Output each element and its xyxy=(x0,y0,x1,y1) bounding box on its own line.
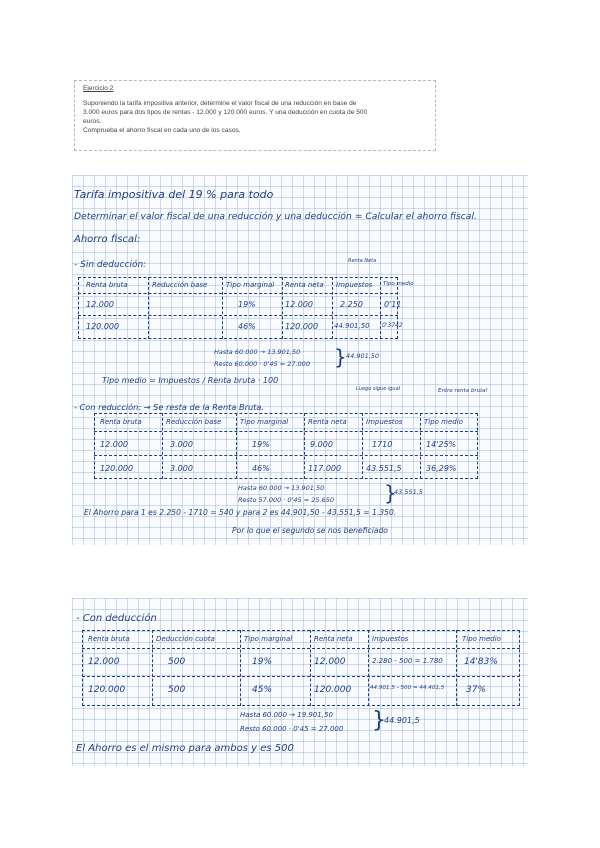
conclusion-line: Por lo que el segundo se nos beneficiado xyxy=(232,526,388,535)
calc-total: 43.551,5 xyxy=(394,488,423,496)
calc-line: Resto 60.000 · 0'45 = 27.000 xyxy=(240,725,344,733)
brace-icon: } xyxy=(384,481,397,505)
table-divider xyxy=(362,413,363,479)
notes-ahorro-fiscal: Ahorro fiscal: xyxy=(74,234,141,245)
table-header: Impuestos xyxy=(366,418,403,426)
table-cell: 19% xyxy=(252,440,270,449)
table-cell: 46% xyxy=(252,464,270,473)
table-header: Renta bruta xyxy=(100,418,142,426)
table-cell: 500 xyxy=(168,657,186,667)
table-cell: 0'11 xyxy=(384,300,402,309)
table-divider xyxy=(78,293,398,294)
table-cell: 120.000 xyxy=(100,464,134,473)
table-header: Tipo marginal xyxy=(240,418,289,426)
table-cell: 9.000 xyxy=(310,440,333,449)
table-cell: 12.000 xyxy=(314,657,346,667)
handwritten-notes-photo-2 xyxy=(72,598,528,766)
table-divider xyxy=(380,277,381,339)
table-header: Reducción base xyxy=(152,281,208,289)
table-cell: 12.000 xyxy=(86,300,114,309)
table-header: Impuestos xyxy=(372,635,409,643)
table-header: Tipo medio xyxy=(462,635,501,643)
table-header: Reducción base xyxy=(166,418,222,426)
calc-total: 44.901,5 xyxy=(384,716,420,725)
table-cell: 120.000 xyxy=(314,685,352,695)
table-divider xyxy=(332,277,333,339)
calc-line: Hasta 60.000 → 19.901,50 xyxy=(240,711,333,719)
table-header: Tipo medio xyxy=(383,281,414,287)
exercise-line: Suponiendo la tarifa impositiva anterior, determine el valor fiscal de una reducción en base de xyxy=(83,99,357,107)
table-cell: 500 xyxy=(168,685,186,695)
calc-line: Hasta 60.000 → 13.901,50 xyxy=(238,484,325,492)
table-header: Renta neta xyxy=(285,281,324,289)
table-cell: 46% xyxy=(238,322,256,331)
table-header: Renta neta xyxy=(308,418,347,426)
table-cell: 45% xyxy=(252,685,273,695)
table-divider xyxy=(152,630,153,706)
exercise-line: Comprueba el ahorro fiscal en cada uno de los casos. xyxy=(83,126,241,134)
table-header: Renta neta xyxy=(314,635,353,643)
table-cell: 3.000 xyxy=(170,440,193,449)
table-divider xyxy=(310,630,311,706)
table-divider xyxy=(420,413,421,479)
table-header: Impuestos xyxy=(336,281,373,289)
exercise-line: euros. xyxy=(83,117,102,125)
table-divider xyxy=(82,676,520,677)
ahorro-line: El Ahorro para 1 es 2.250 - 1710 = 540 y para 2 es 44.901,50 - 43.551,5 = 1.350. xyxy=(84,508,397,517)
table-divider xyxy=(78,315,398,316)
table-cell: 3.000 xyxy=(170,464,193,473)
table-header: Tipo medio xyxy=(424,418,463,426)
table-header: Tipo marginal xyxy=(226,281,275,289)
calc-line: Hasta 60.000 → 13.901,50 xyxy=(214,348,301,356)
exercise-line: 3.000 euros para dos tipos de rentas - 12.000 y 120.000 euros. Y una deducción en cuota de 500 xyxy=(83,108,368,116)
table-cell: 37% xyxy=(466,685,487,695)
table-divider xyxy=(304,413,305,479)
table-divider xyxy=(148,277,149,339)
table-cell: 14'25% xyxy=(426,440,457,449)
table-divider xyxy=(368,630,369,706)
table-divider xyxy=(236,413,237,479)
table-cell: 14'83% xyxy=(464,657,498,667)
calc-line: Resto 57.000 · 0'45 = 25.650 xyxy=(238,496,334,504)
table-cell: 12.000 xyxy=(88,657,120,667)
handwritten-notes-photo-1 xyxy=(72,175,528,545)
tipo-medio-formula: Tipo medio = Impuestos / Renta bruta · 100 xyxy=(102,376,279,385)
table-header: Renta bruta xyxy=(88,635,130,643)
table-cell: 2.280 - 500 = 1.780 xyxy=(372,657,443,665)
notes-determinar: Determinar el valor fiscal de una reducción y una deducción = Calcular el ahorro fiscal. xyxy=(74,211,477,222)
calc-line: Resto 60.000 · 0'45 = 27.000 xyxy=(214,360,310,368)
table-cell: 36,29% xyxy=(426,464,457,473)
table-header: Deducción cuota xyxy=(156,635,215,643)
table-header: Renta bruta xyxy=(86,281,128,289)
table-header: Tipo marginal xyxy=(244,635,293,643)
brace-icon: } xyxy=(372,708,386,733)
exercise-title: Ejercicio 2 xyxy=(83,85,114,92)
con-reduccion-heading: - Con reducción: → Se resta de la Renta Bruta. xyxy=(74,402,264,412)
exercise-statement xyxy=(74,80,436,151)
table-cell: 120.000 xyxy=(88,685,126,695)
table-cell: 12.000 xyxy=(100,440,128,449)
note-renta-neta: Renta Neta xyxy=(348,258,377,264)
table-cell: 0'3742 xyxy=(382,322,403,329)
table-con-deduccion xyxy=(82,630,520,706)
conclusion-line: El Ahorro es el mismo para ambos y es 500 xyxy=(76,743,294,754)
table-cell: 44.901,5 - 500 = 44.401,5 xyxy=(370,685,445,691)
sin-deduccion-heading: - Sin deducción: xyxy=(74,260,147,270)
table-cell: 120.000 xyxy=(285,322,319,331)
note-liquida: Luego sigue igual xyxy=(356,386,401,392)
table-cell: 12.000 xyxy=(285,300,313,309)
table-divider xyxy=(222,277,223,339)
note-entre: Entre renta bruta! xyxy=(438,388,488,394)
con-deduccion-heading: - Con deducción xyxy=(76,613,157,624)
table-cell: 19% xyxy=(238,300,256,309)
table-cell: 117.000 xyxy=(308,464,342,473)
brace-icon: } xyxy=(334,345,347,369)
calc-total: 44.901,50 xyxy=(346,352,380,360)
table-divider xyxy=(240,630,241,706)
table-divider xyxy=(82,648,520,649)
table-cell: 43.551,5 xyxy=(366,464,402,473)
table-divider xyxy=(162,413,163,479)
table-divider xyxy=(456,630,457,706)
table-cell: 1710 xyxy=(372,440,393,449)
table-cell: 44.901,50 xyxy=(334,322,370,330)
table-cell: 120.000 xyxy=(86,322,120,331)
table-divider xyxy=(282,277,283,339)
table-cell: 2.250 xyxy=(340,300,363,309)
notes-title: Tarifa impositiva del 19 % para todo xyxy=(74,188,274,201)
table-cell: 19% xyxy=(252,657,273,667)
